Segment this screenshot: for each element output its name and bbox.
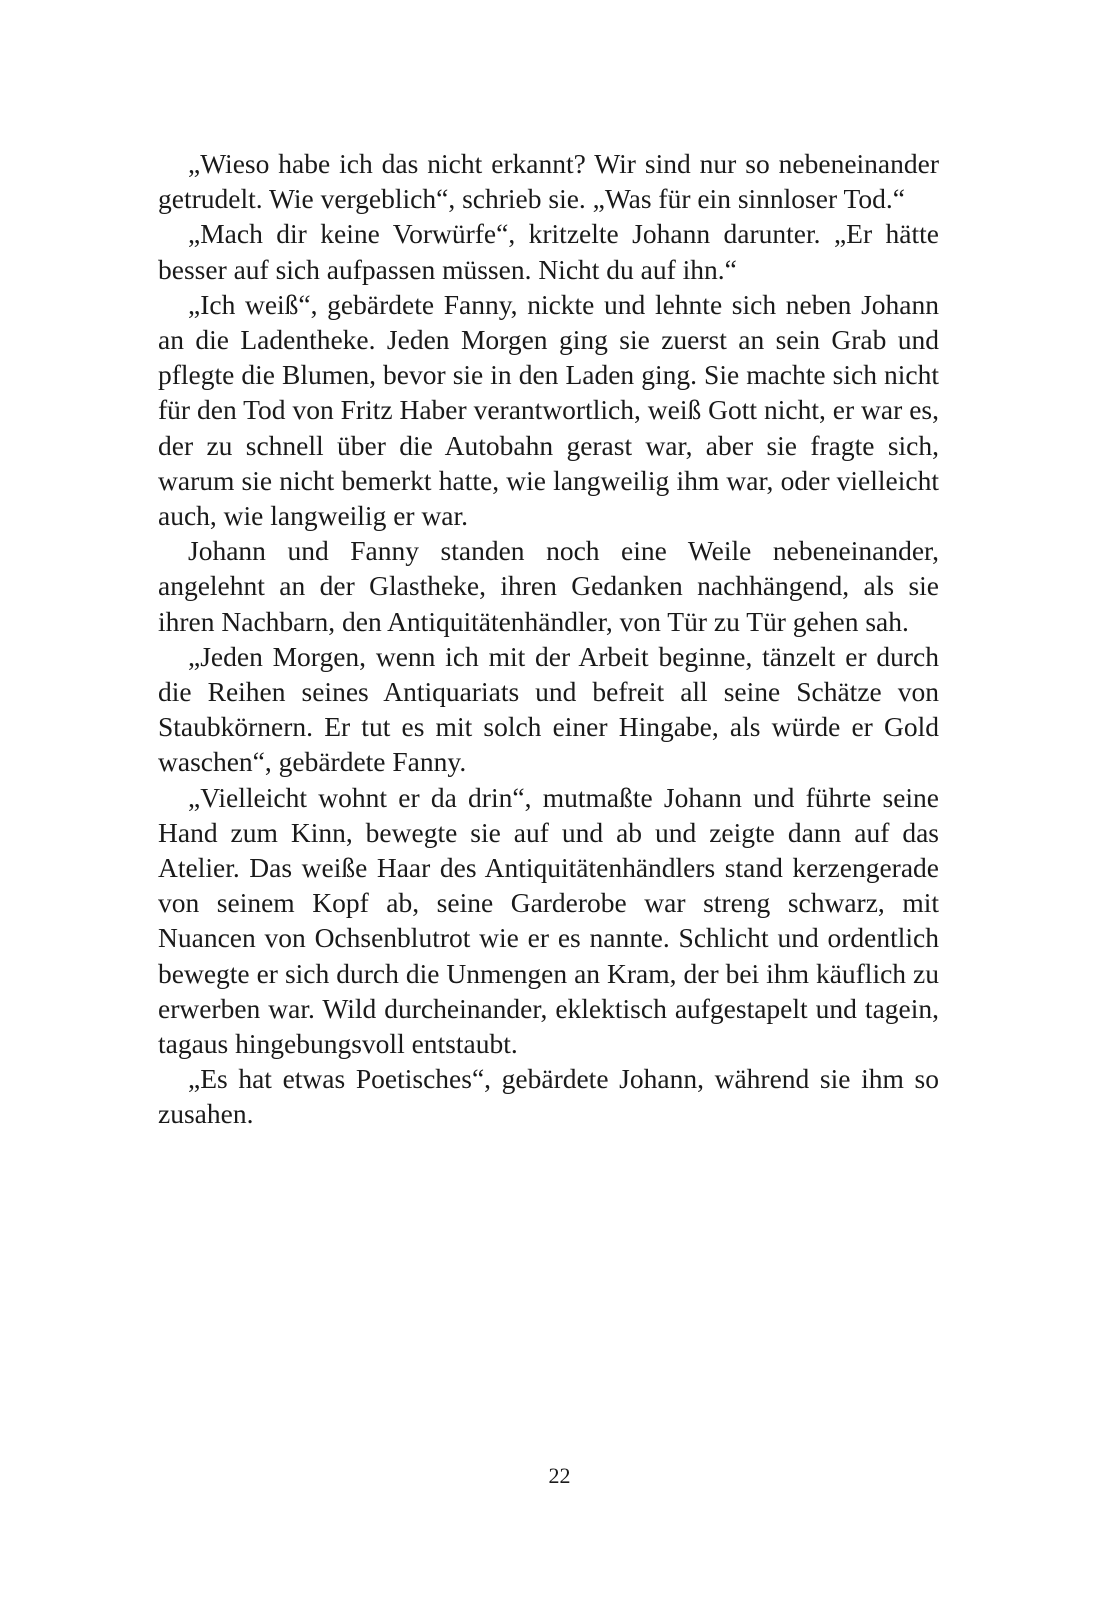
paragraph: „Jeden Morgen, wenn ich mit der Arbeit beginne, tänzelt er durch die Reihen seines Antiquariats und befreit all seine Schätze von Staubkörnern. Er tut es mit solch einer Hingabe, als würde er Gold waschen“, gebärdete Fanny.: [158, 640, 939, 778]
paragraph: Johann und Fanny standen noch eine Weile nebeneinander, angelehnt an der Glastheke, ihren Gedanken nachhängend, als sie ihren Nachbarn, den Antiquitätenhändler, von Tür zu Tür gehen sah.: [158, 535, 939, 637]
page-number: 22: [548, 1463, 571, 1488]
paragraph: „Es hat etwas Poetisches“, gebärdete Johann, während sie ihm so zusahen.: [158, 1063, 939, 1130]
body-text: [158, 146, 939, 1132]
paragraph: „Vielleicht wohnt er da drin“, mutmaßte Johann und führte seine Hand zum Kinn, bewegte sie auf und ab und zeigte dann auf das Atelier. Das weiße Haar des Antiquitätenhändlers stand kerzengerade von seinem Kopf ab, seine Garderobe war streng schwarz, mit Nuancen von Ochsenblutrot wie er es nannte. Schlicht und ordentlich bewegte er sich durch die Unmengen an Kram, der bei ihm käuflich zu erwerben war. Wild durcheinander, eklektisch aufgestapelt und tagein, tagaus hingebungsvoll entstaubt.: [158, 781, 939, 1060]
paragraph: „Mach dir keine Vorwürfe“, kritzelte Johann darunter. „Er hätte besser auf sich aufpassen müssen. Nicht du auf ihn.“: [158, 218, 939, 285]
paragraph: „Wieso habe ich das nicht erkannt? Wir sind nur so nebeneinander getrudelt. Wie vergeblich“, schrieb sie. „Was für ein sinnloser Tod.“: [158, 148, 939, 215]
paragraph: „Ich weiß“, gebärdete Fanny, nickte und lehnte sich neben Johann an die Ladentheke. Jeden Morgen ging sie zuerst an sein Grab und pflegte die Blumen, bevor sie in den Laden ging. Sie machte sich nicht für den Tod von Fritz Haber verantwortlich, weiß Gott nicht, er war es, der zu schnell über die Autobahn gerast war, aber sie fragte sich, warum sie nicht bemerkt hatte, wie langweilig ihm war, oder vielleicht auch, wie langweilig er war.: [158, 288, 939, 532]
